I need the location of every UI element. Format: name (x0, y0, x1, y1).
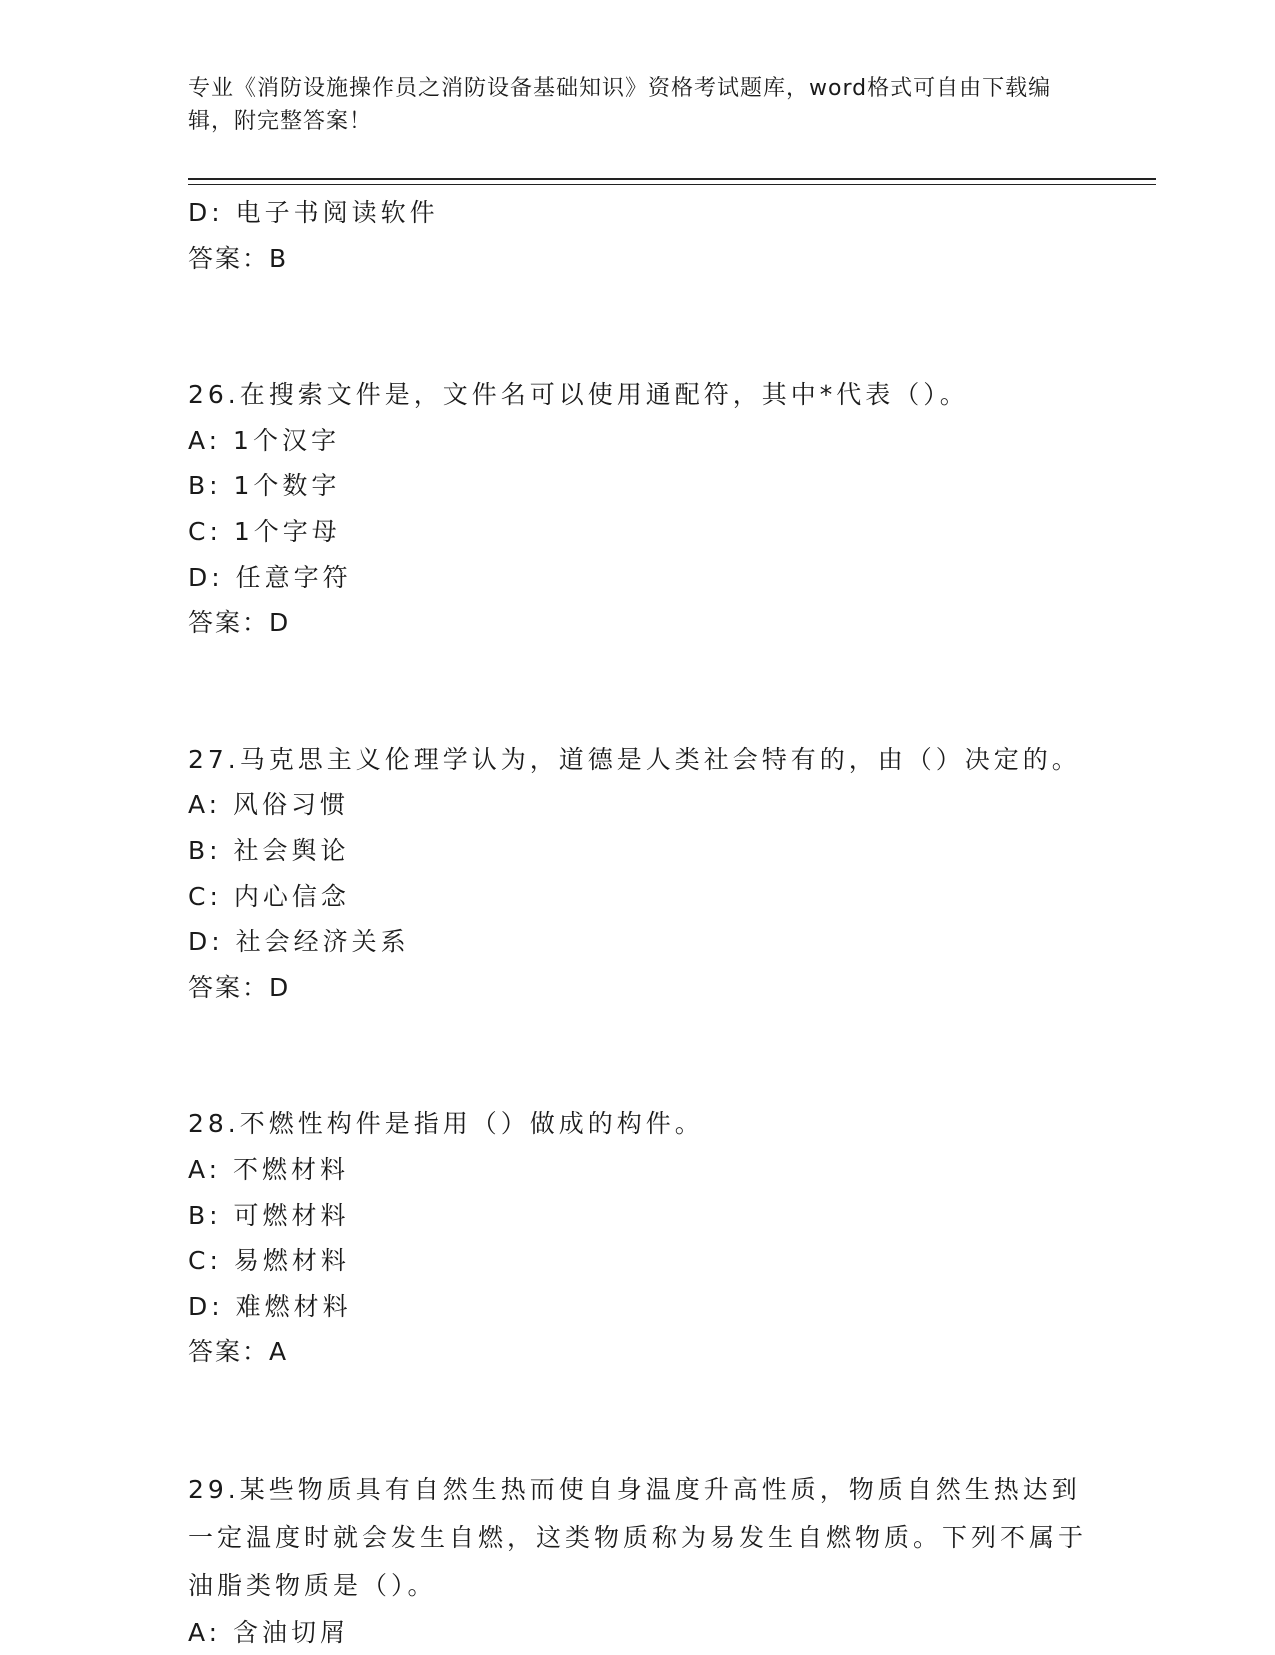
option-a: A: 不燃材料 (188, 1154, 350, 1184)
option-d: D: 难燃材料 (188, 1291, 352, 1321)
question-stem: 26.在搜索文件是，文件名可以使用通配符，其中*代表（）。 (188, 380, 969, 410)
spacer (188, 1010, 1088, 1101)
option-a: A: 含油切屑 (188, 1617, 350, 1647)
answer: 答案：D (188, 972, 291, 1002)
option-a: A: 风俗习惯 (188, 790, 350, 820)
option-d: D: 社会经济关系 (188, 927, 410, 957)
question-stem: 27.马克思主义伦理学认为，道德是人类社会特有的，由（）决定的。 (188, 744, 1081, 774)
question-stem: 29.某些物质具有自然生热而使自身温度升高性质，物质自然生热达到一定温度时就会发生自燃，这类物质称为易发生自燃物质。下列不属于油脂类物质是（）。 (188, 1474, 1088, 1600)
option-a: A: 1个汉字 (188, 425, 340, 455)
question-29 (188, 1466, 1088, 1655)
answer: 答案：D (188, 608, 291, 638)
question-27 (188, 737, 1088, 1011)
option-b: B: 可燃材料 (188, 1200, 350, 1230)
question-28 (188, 1101, 1088, 1375)
option-c: C: 易燃材料 (188, 1246, 350, 1276)
question-stem: 28.不燃性构件是指用（）做成的构件。 (188, 1109, 704, 1139)
header-divider-thick (188, 178, 1156, 180)
document-header: 专业《消防设施操作员之消防设备基础知识》资格考试题库，word格式可自由下载编辑，附完整答案！ (188, 76, 1052, 134)
option-c: C: 1个字母 (188, 516, 341, 546)
prev-answer: 答案：B (188, 243, 289, 273)
question-26 (188, 372, 1088, 646)
option-d: D: 任意字符 (188, 562, 352, 592)
prev-option-d: D: 电子书阅读软件 (188, 198, 439, 227)
option-b: B: 1个数字 (188, 471, 341, 501)
question-content (188, 190, 1088, 1655)
spacer (188, 646, 1088, 737)
option-b: B: 社会舆论 (188, 835, 350, 865)
spacer (188, 281, 1088, 372)
header-divider-thin (188, 184, 1156, 185)
spacer (188, 1375, 1088, 1466)
option-c: C: 内心信念 (188, 881, 350, 911)
answer: 答案：A (188, 1337, 289, 1367)
